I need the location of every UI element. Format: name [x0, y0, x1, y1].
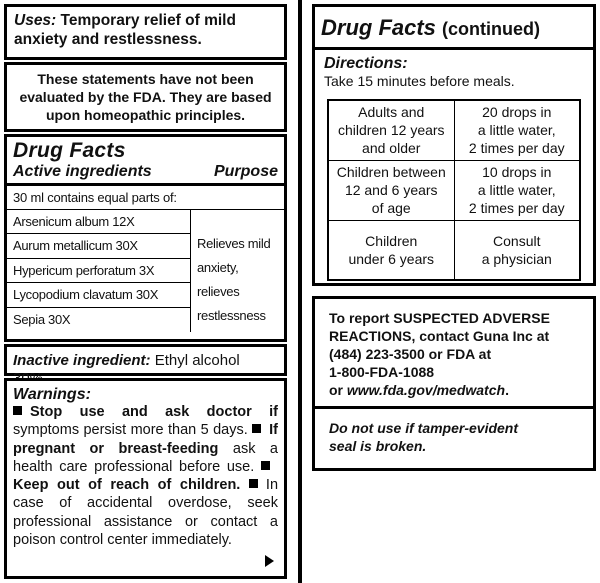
bullet-square-icon — [252, 424, 261, 433]
ingredient-list — [7, 210, 191, 332]
table-cell-dose — [454, 100, 580, 160]
active-header-label: Active ingredients — [13, 163, 152, 180]
ingredients-table — [7, 210, 284, 332]
cell-line: 12 and 6 years — [344, 182, 438, 198]
cell-line: 2 times per day — [468, 200, 565, 216]
ingredient-item: Aurum metallicum 30X — [7, 234, 190, 258]
table-row — [328, 100, 580, 160]
bullet-square-icon — [261, 461, 270, 470]
drug-facts-panel — [4, 134, 287, 342]
uses-text: Temporary relief of mild anxiety and restlessness. — [14, 12, 236, 48]
uses-label: Uses: — [14, 12, 57, 29]
cell-line: 2 times per day — [468, 140, 565, 157]
warning-bold: If pregnant or breast-feeding — [13, 422, 278, 457]
cell-line: 20 drops in — [482, 104, 552, 121]
ingredient-item: Lycopodium clavatum 30X — [7, 283, 190, 307]
cell-line: Children — [365, 232, 418, 249]
purpose-header-label: Purpose — [213, 163, 278, 180]
purpose-line: restlessness — [197, 308, 266, 323]
inactive-ingredient-section — [4, 344, 287, 376]
ingredient-item: Hypericum perforatum 3X — [7, 259, 190, 283]
warning-bold: Stop use and ask doctor if — [30, 404, 278, 420]
report-text — [329, 309, 573, 399]
purpose-line: anxiety, relieves — [197, 260, 240, 299]
warnings-title: Warnings: — [13, 386, 91, 403]
bullet-square-icon — [249, 479, 258, 488]
warning-text: ask a health care professional before use. — [13, 440, 278, 475]
dosage-table — [327, 99, 581, 281]
continued-label: (continued) — [442, 19, 541, 39]
table-row — [328, 160, 580, 220]
cell-line: of age — [371, 200, 411, 216]
table-cell-dose — [454, 160, 580, 220]
table-cell-who — [328, 220, 454, 280]
table-cell-who — [328, 160, 454, 220]
report-line — [329, 381, 573, 399]
table-row — [328, 220, 580, 280]
warnings-body — [13, 403, 278, 549]
cell-line: and older — [362, 140, 421, 157]
report-period: . — [505, 382, 509, 398]
directions-intro: Take 15 minutes before meals. — [324, 73, 515, 89]
ingredient-item: Sepia 30X — [13, 311, 71, 327]
uses-section — [4, 4, 287, 60]
bullet-square-icon — [13, 406, 22, 415]
report-line: REACTIONS, contact Guna Inc at — [329, 328, 550, 344]
report-line: 1-800-FDA-1088 — [329, 364, 435, 380]
statement-line: These statements have not been — [37, 71, 254, 87]
section-divider — [315, 406, 593, 409]
warning-text: symptoms persist more than 5 days. — [13, 422, 248, 439]
warning-bold: Keep out of reach of children. — [13, 477, 241, 494]
cell-line: Adults and — [358, 104, 425, 121]
statement-line: evaluated by the FDA. They are based — [19, 89, 272, 105]
directions-panel — [312, 4, 596, 286]
drug-facts-continued-title — [315, 7, 593, 50]
cell-line: under 6 years — [348, 250, 435, 267]
continue-arrow-icon — [265, 555, 274, 567]
cell-line: a physician — [481, 250, 552, 267]
purpose-text — [191, 210, 284, 332]
ingredient-item: Arsenicum album 12X — [7, 210, 190, 234]
cell-line: Children between — [336, 164, 446, 180]
fda-statement — [4, 62, 287, 132]
tamper-seal-warning — [329, 419, 569, 455]
cell-line: a little water, — [477, 122, 556, 139]
purpose-line: Relieves mild — [197, 236, 271, 251]
warning-text: In case of accidental overdose, seek professional assistance or contact a poison control center immediately. — [13, 477, 279, 549]
contains-line: 30 ml contains equal parts of: — [7, 186, 284, 210]
report-or: or — [329, 382, 343, 398]
seal-line: seal is broken. — [329, 438, 427, 454]
report-line: (484) 223-3500 or FDA at — [329, 346, 492, 362]
seal-line: Do not use if tamper-evident — [329, 420, 519, 436]
warnings-section — [4, 378, 287, 579]
inactive-label: Inactive ingredient: — [13, 352, 151, 369]
inactive-text: Ethyl alcohol — [154, 352, 240, 369]
cell-line: 10 drops in — [482, 164, 552, 180]
medwatch-link[interactable]: www.fda.gov/medwatch — [346, 382, 506, 398]
drug-facts-title: Drug Facts — [321, 15, 436, 40]
table-cell-who — [328, 100, 454, 160]
cell-line: Consult — [493, 232, 541, 249]
table-cell-dose — [454, 220, 580, 280]
column-divider — [298, 0, 302, 583]
adverse-reactions-panel — [312, 296, 596, 471]
report-line: To report SUSPECTED ADVERSE — [329, 310, 550, 326]
directions-heading: Directions: — [324, 55, 408, 72]
statement-line: upon homeopathic principles. — [45, 107, 246, 123]
drug-facts-title: Drug Facts — [13, 139, 126, 162]
cell-line: children 12 years — [337, 122, 445, 139]
cell-line: a little water, — [477, 182, 556, 198]
active-ingredients-header — [7, 162, 284, 186]
